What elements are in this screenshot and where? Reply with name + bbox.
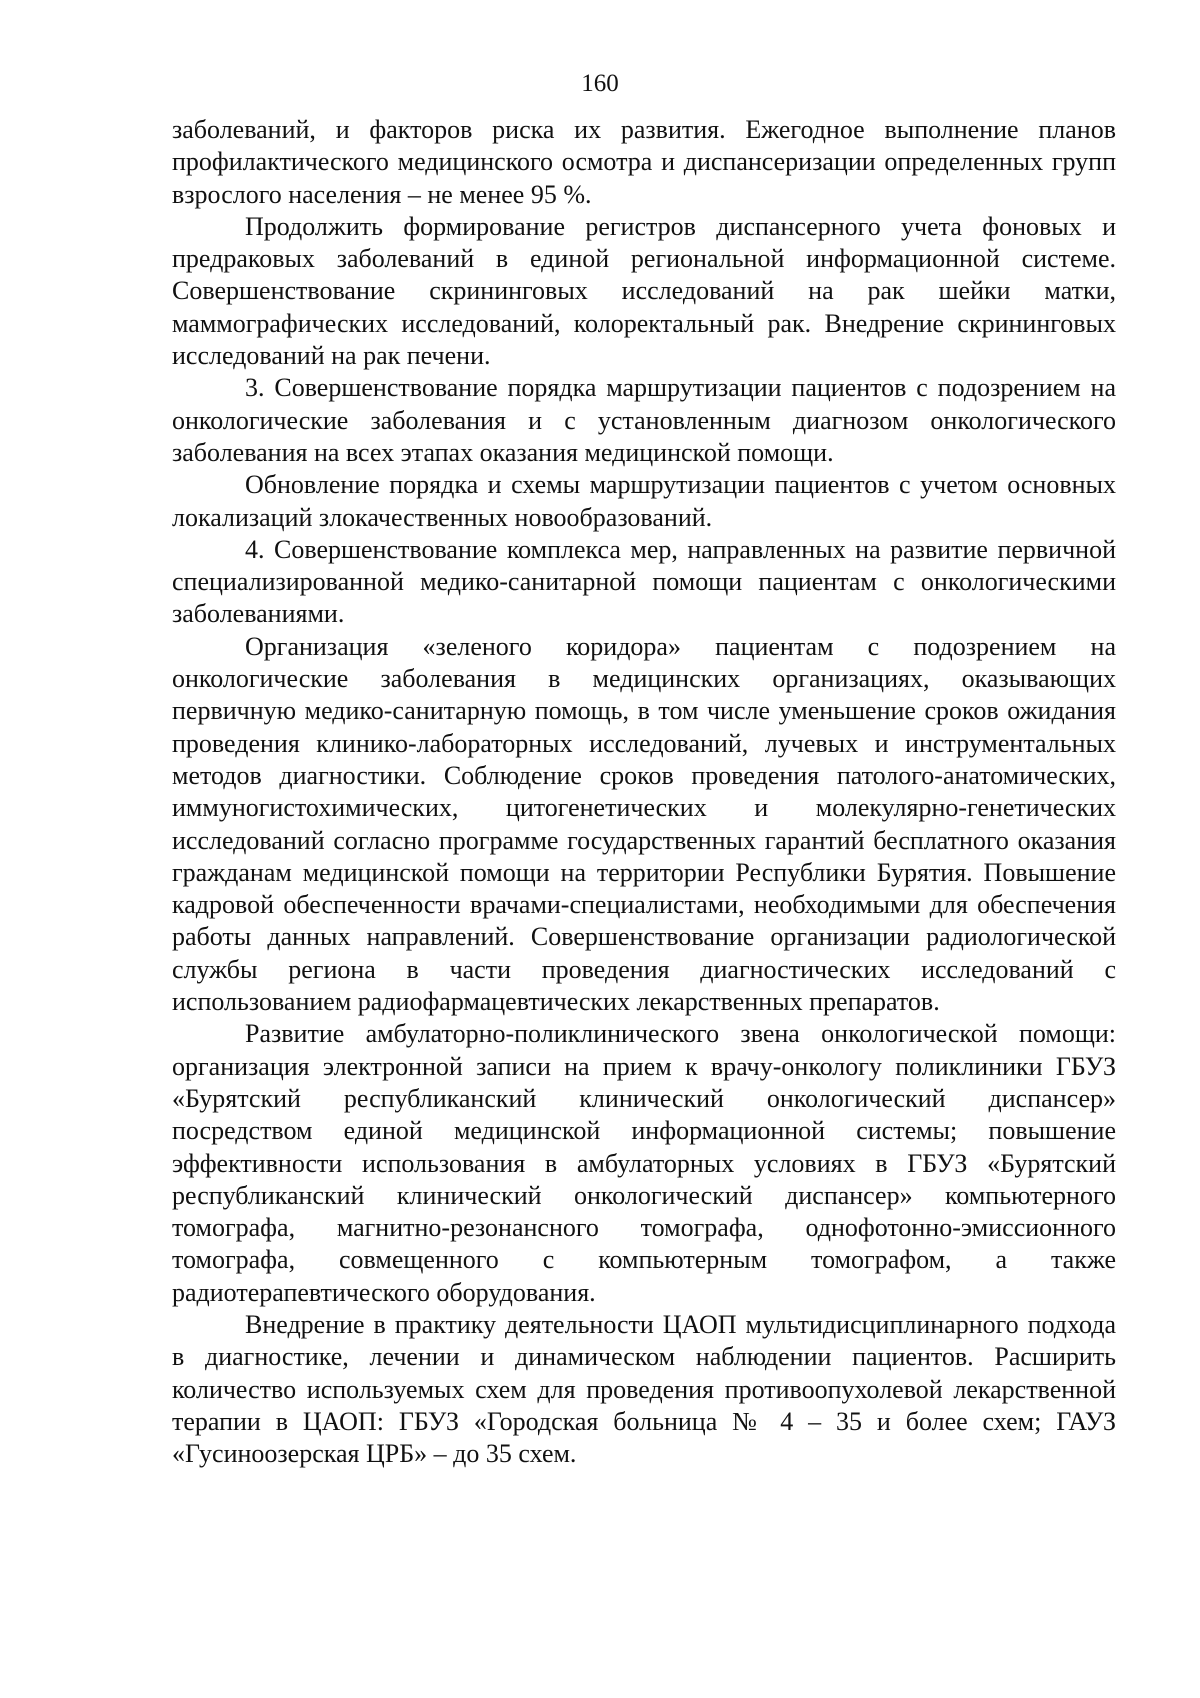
paragraph: 3. Совершенствование порядка маршрутизации пациентов с подозрением на онкологические заболевания и с установленным диагнозом онкологического заболевания на всех этапах оказания медицинской помощи. bbox=[172, 373, 1116, 467]
paragraph: Организация «зеленого коридора» пациентам с подозрением на онкологические заболевания в медицинских организациях, оказывающих первичную медико-санитарную помощь, в том числе уменьшение сроков ожидания проведения клинико-лабораторных исследований, лучевых и инструментальных методов диагностики. Соблюдение сроков проведения патолого-анатомических, иммуногистохимических, цитогенетических и молекулярно-генетических исследований согласно программе государственных гарантий бесплатного оказания гражданам медицинской помощи на территории Республики Бурятия. Повышение кадровой обеспеченности врачами-специалистами, необходимыми для обеспечения работы данных направлений. Совершенствование организации радиологической службы региона в части проведения диагностических исследований с использованием радиофармацевтических лекарственных препаратов. bbox=[172, 631, 1116, 1017]
paragraph: Развитие амбулаторно-поликлинического звена онкологической помощи: организация электронной записи на прием к врачу-онкологу поликлиники ГБУЗ «Бурятский республиканский клинический онкологический диспансер» посредством единой медицинской информационной системы; повышение эффективности использования в амбулаторных условиях в ГБУЗ «Бурятский республиканский клинический онкологический диспансер» компьютерного томографа, магнитно-резонансного томографа, однофотонно-эмиссионного томографа, совмещенного с компьютерным томографом, а также радиотерапевтического оборудования. bbox=[172, 1019, 1116, 1307]
paragraph: Внедрение в практику деятельности ЦАОП мультидисциплинарного подхода в диагностике, лечении и динамическом наблюдении пациентов. Расширить количество используемых схем для проведения противоопухолевой лекарственной терапии в ЦАОП: ГБУЗ «Городская больница № 4 – 35 и более схем; ГАУЗ «Гусиноозерская ЦРБ» – до 35 схем. bbox=[172, 1309, 1116, 1469]
paragraph: 4. Совершенствование комплекса мер, направленных на развитие первичной специализированной медико-санитарной помощи пациентам с онкологическими заболеваниями. bbox=[172, 534, 1116, 629]
page-number: 160 bbox=[581, 70, 619, 97]
paragraph: Продолжить формирование регистров диспансерного учета фоновых и предраковых заболеваний в единой региональной информационной системе. Совершенствование скрининговых исследований на рак шейки матки, маммографических исследований, колоректальный рак. Внедрение скрининговых исследований на рак печени. bbox=[172, 211, 1116, 371]
paragraph: Обновление порядка и схемы маршрутизации пациентов с учетом основных локализаций злокачественных новообразований. bbox=[172, 470, 1116, 532]
paragraph: заболеваний, и факторов риска их развития. Ежегодное выполнение планов профилактического медицинского осмотра и диспансеризации определенных групп взрослого населения – не менее 95 %. bbox=[172, 115, 1116, 209]
document-body bbox=[172, 114, 1116, 1470]
